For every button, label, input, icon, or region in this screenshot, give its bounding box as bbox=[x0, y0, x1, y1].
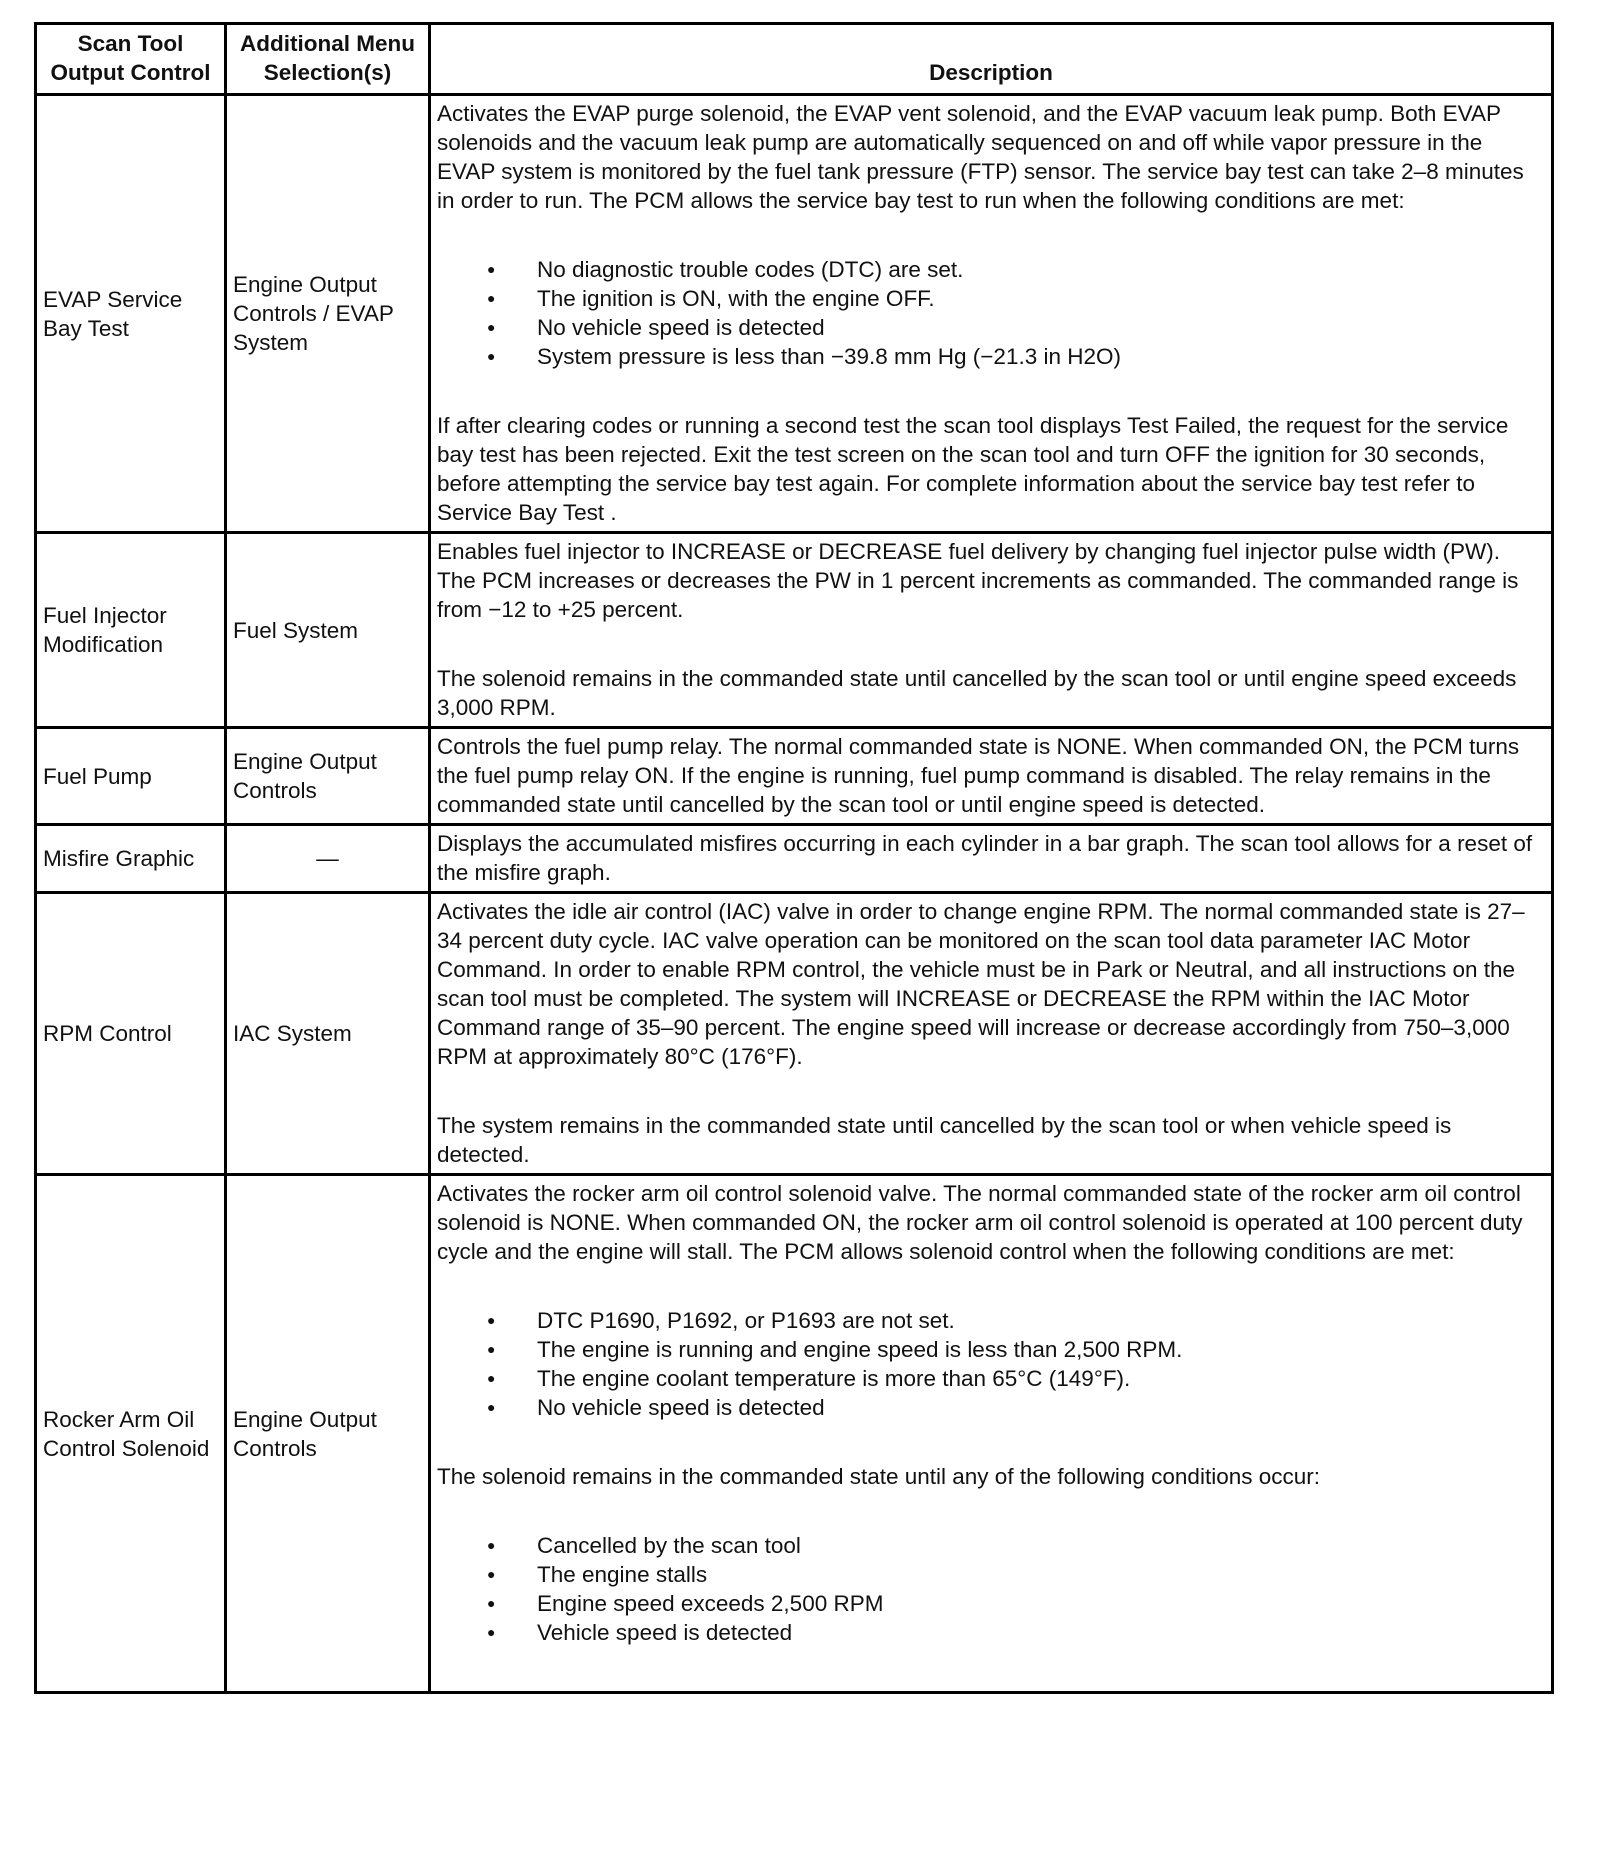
description-paragraph: Activates the EVAP purge solenoid, the EVAP vent solenoid, and the EVAP vacuum leak pump. Both EVAP solenoids and the vacuum leak pump are automatically sequenced on and off while vapor pressure in the EVAP system is monitored by the fuel tank pressure (FTP) sensor. The service bay test can take 2–8 minutes in order to run. The PCM allows the service bay test to run when the following conditions are met: bbox=[437, 101, 1524, 213]
row-description-cell bbox=[430, 825, 1553, 893]
row-menu-cell: Engine Output Controls / EVAP System bbox=[226, 95, 430, 533]
description-paragraph: Enables fuel injector to INCREASE or DECREASE fuel delivery by changing fuel injector pulse width (PW). The PCM increases or decreases the PW in 1 percent increments as commanded. The commanded range is from −12 to +25 percent. bbox=[437, 539, 1519, 622]
row-control-cell: EVAP Service Bay Test bbox=[36, 95, 226, 533]
scan-tool-output-controls-table bbox=[34, 22, 1554, 1694]
header-description: Description bbox=[430, 24, 1553, 95]
description-paragraph: The solenoid remains in the commanded state until cancelled by the scan tool or until engine speed exceeds 3,000 RPM. bbox=[437, 666, 1517, 720]
description-paragraph: Controls the fuel pump relay. The normal commanded state is NONE. When commanded ON, the PCM turns the fuel pump relay ON. If the engine is running, fuel pump command is disabled. The relay remains in the commanded state until cancelled by the scan tool or until engine speed is detected. bbox=[437, 734, 1520, 817]
list-item: ● The ignition is ON, with the engine OFF. bbox=[487, 284, 1544, 313]
list-item: ● The engine coolant temperature is more than 65°C (149°F). bbox=[487, 1364, 1544, 1393]
header-additional-menu-selections: Additional Menu Selection(s) bbox=[226, 24, 430, 95]
row-control-cell: Fuel Pump bbox=[36, 728, 226, 825]
row-menu-cell: — bbox=[226, 825, 430, 893]
row-description-cell bbox=[430, 1175, 1553, 1693]
row-description-cell bbox=[430, 95, 1553, 533]
table-row bbox=[36, 95, 1553, 533]
bullet-list bbox=[437, 1531, 1544, 1647]
bullet-list bbox=[437, 255, 1544, 371]
row-control-cell: Rocker Arm Oil Control Solenoid bbox=[36, 1175, 226, 1693]
row-description-cell bbox=[430, 893, 1553, 1175]
row-menu-cell: Engine Output Controls bbox=[226, 1175, 430, 1693]
table-row bbox=[36, 1175, 1553, 1693]
list-item: ● Engine speed exceeds 2,500 RPM bbox=[487, 1589, 1544, 1618]
row-control-cell: Fuel Injector Modification bbox=[36, 533, 226, 728]
row-menu-cell: Engine Output Controls bbox=[226, 728, 430, 825]
row-control-cell: Misfire Graphic bbox=[36, 825, 226, 893]
row-menu-cell: Fuel System bbox=[226, 533, 430, 728]
list-item: ● No vehicle speed is detected bbox=[487, 1393, 1544, 1422]
list-item: ● System pressure is less than −39.8 mm Hg (−21.3 in H2O) bbox=[487, 342, 1544, 371]
description-paragraph: Activates the idle air control (IAC) valve in order to change engine RPM. The normal commanded state is 27–34 percent duty cycle. IAC valve operation can be monitored on the scan tool data parameter IAC Motor Command. In order to enable RPM control, the vehicle must be in Park or Neutral, and all instructions on the scan tool must be completed. The system will INCREASE or DECREASE the RPM within the IAC Motor Command range of 35–90 percent. The engine speed will increase or decrease accordingly from 750–3,000 RPM at approximately 80°C (176°F). bbox=[437, 899, 1525, 1069]
row-description-cell bbox=[430, 533, 1553, 728]
list-item: ● No diagnostic trouble codes (DTC) are set. bbox=[487, 255, 1544, 284]
header-scan-tool-output-control: Scan Tool Output Control bbox=[36, 24, 226, 95]
description-paragraph: The solenoid remains in the commanded state until any of the following conditions occur: bbox=[437, 1464, 1320, 1489]
list-item: ● The engine is running and engine speed is less than 2,500 RPM. bbox=[487, 1335, 1544, 1364]
table-row bbox=[36, 533, 1553, 728]
row-control-cell: RPM Control bbox=[36, 893, 226, 1175]
list-item: ● The engine stalls bbox=[487, 1560, 1544, 1589]
table-row bbox=[36, 728, 1553, 825]
description-paragraph: Displays the accumulated misfires occurring in each cylinder in a bar graph. The scan tool allows for a reset of the misfire graph. bbox=[437, 831, 1533, 885]
header-row bbox=[36, 24, 1553, 95]
bullet-list bbox=[437, 1306, 1544, 1422]
description-paragraph: The system remains in the commanded state until cancelled by the scan tool or when vehicle speed is detected. bbox=[437, 1113, 1452, 1167]
description-paragraph: Activates the rocker arm oil control solenoid valve. The normal commanded state of the rocker arm oil control solenoid is NONE. When commanded ON, the rocker arm oil control solenoid is operated at 100 percent duty cycle and the engine will stall. The PCM allows solenoid control when the following conditions are met: bbox=[437, 1181, 1523, 1264]
list-item: ● Cancelled by the scan tool bbox=[487, 1531, 1544, 1560]
row-menu-cell: IAC System bbox=[226, 893, 430, 1175]
table-row bbox=[36, 893, 1553, 1175]
list-item: ● Vehicle speed is detected bbox=[487, 1618, 1544, 1647]
table-row bbox=[36, 825, 1553, 893]
row-description-cell bbox=[430, 728, 1553, 825]
list-item: ● DTC P1690, P1692, or P1693 are not set. bbox=[487, 1306, 1544, 1335]
description-paragraph: If after clearing codes or running a second test the scan tool displays Test Failed, the request for the service bay test has been rejected. Exit the test screen on the scan tool and turn OFF the ignition for 30 seconds, before attempting the service bay test again. For complete information about the service bay test refer to Service Bay Test . bbox=[437, 413, 1509, 525]
list-item: ● No vehicle speed is detected bbox=[487, 313, 1544, 342]
